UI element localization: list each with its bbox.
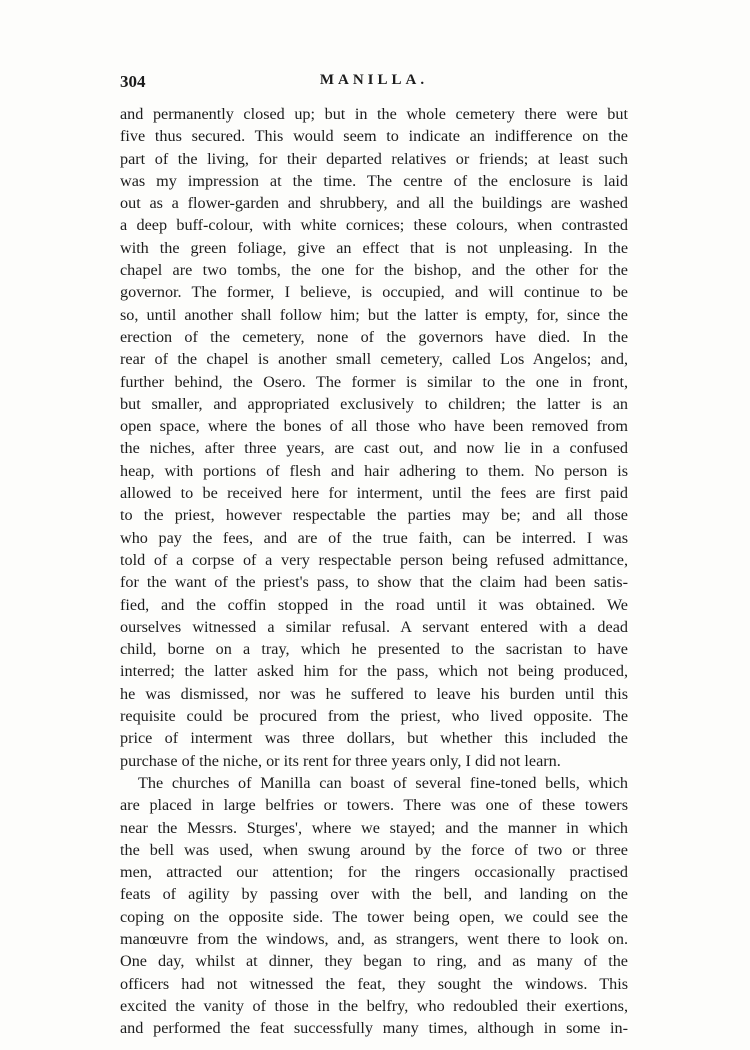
- text-line: a deep buff-colour, with white cornices; these colours, when contrasted: [120, 216, 628, 235]
- text-line: rear of the chapel is another small cemetery, called Los Angelos; and,: [120, 350, 628, 369]
- text-line: who pay the fees, and are of the true faith, can be interred. I was: [120, 528, 628, 547]
- text-line: and permanently closed up; but in the whole cemetery there were but: [120, 105, 628, 123]
- text-line: allowed to be received here for interment, until the fees are first paid: [120, 484, 628, 503]
- text-line: purchase of the niche, or its rent for three years only, I did not learn.: [120, 751, 561, 770]
- text-line: was my impression at the time. The centre of the enclosure is laid: [120, 171, 628, 190]
- running-head: MANILLA.: [319, 72, 429, 88]
- text-line: men, attracted our attention; for the ringers occasionally practised: [120, 863, 628, 882]
- text-line: and performed the feat successfully many times, although in some in-: [120, 1019, 628, 1038]
- text-line: officers had not witnessed the feat, they sought the windows. This: [120, 974, 628, 993]
- text-line: with the green foliage, give an effect that is not unpleasing. In the: [120, 238, 628, 257]
- text-line: open space, where the bones of all those who have been removed from: [120, 417, 628, 436]
- text-line: ourselves witnessed a similar refusal. A servant entered with a dead: [120, 617, 628, 636]
- text-line: so, until another shall follow him; but the latter is empty, for, since the: [120, 305, 628, 324]
- text-line: requisite could be procured from the priest, who lived opposite. The: [120, 707, 628, 726]
- page-header: [120, 72, 628, 96]
- text-line: for the want of the priest's pass, to show that the claim had been satis-: [120, 573, 628, 592]
- text-line: to the priest, however respectable the parties may be; and all those: [120, 506, 628, 525]
- text-line: part of the living, for their departed relatives or friends; at least such: [120, 149, 628, 168]
- text-line: The churches of Manilla can boast of several fine-toned bells, which: [138, 773, 628, 792]
- text-line: erection of the cemetery, none of the governors have died. In the: [120, 327, 628, 346]
- text-line: five thus secured. This would seem to indicate an indifference on the: [120, 127, 628, 146]
- paragraph: [120, 772, 628, 1040]
- text-line: child, borne on a tray, which he presented to the sacristan to have: [120, 640, 628, 659]
- text-line: the bell was used, when swung around by the force of two or three: [120, 840, 628, 859]
- text-line: out as a flower-garden and shrubbery, and all the buildings are washed: [120, 194, 628, 213]
- text-line: near the Messrs. Sturges', where we stayed; and the manner in which: [120, 818, 628, 837]
- text-line: the niches, after three years, are cast out, and now lie in a confused: [120, 439, 628, 458]
- text-line: governor. The former, I believe, is occupied, and will continue to be: [120, 283, 628, 302]
- text-line: are placed in large belfries or towers. There was one of these towers: [120, 796, 628, 815]
- text-line: heap, with portions of flesh and hair adhering to them. No person is: [120, 461, 628, 480]
- text-line: chapel are two tombs, the one for the bishop, and the other for the: [120, 261, 628, 280]
- text-line: interred; the latter asked him for the pass, which not being produced,: [120, 662, 628, 681]
- page-number: 304: [120, 72, 146, 91]
- text-line: One day, whilst at dinner, they began to ring, and as many of the: [120, 952, 628, 971]
- text-line: further behind, the Osero. The former is similar to the one in front,: [120, 372, 628, 391]
- text-line: he was dismissed, nor was he suffered to leave his burden until this: [120, 684, 628, 703]
- text-line: price of interment was three dollars, but whether this included the: [120, 729, 628, 748]
- text-line: coping on the opposite side. The tower being open, we could see the: [120, 907, 628, 926]
- text-line: feats of agility by passing over with the bell, and landing on the: [120, 885, 628, 904]
- text-line: fied, and the coffin stopped in the road until it was obtained. We: [120, 595, 628, 614]
- text-line: excited the vanity of those in the belfry, who redoubled their exertions,: [120, 996, 628, 1015]
- text-line: but smaller, and appropriated exclusively to children; the latter is an: [120, 394, 628, 413]
- text-line: manœuvre from the windows, and, as strangers, went there to look on.: [120, 929, 628, 948]
- text-line: told of a corpse of a very respectable person being refused admittance,: [120, 550, 628, 569]
- paragraph: [120, 103, 628, 772]
- body-text: [120, 103, 628, 1039]
